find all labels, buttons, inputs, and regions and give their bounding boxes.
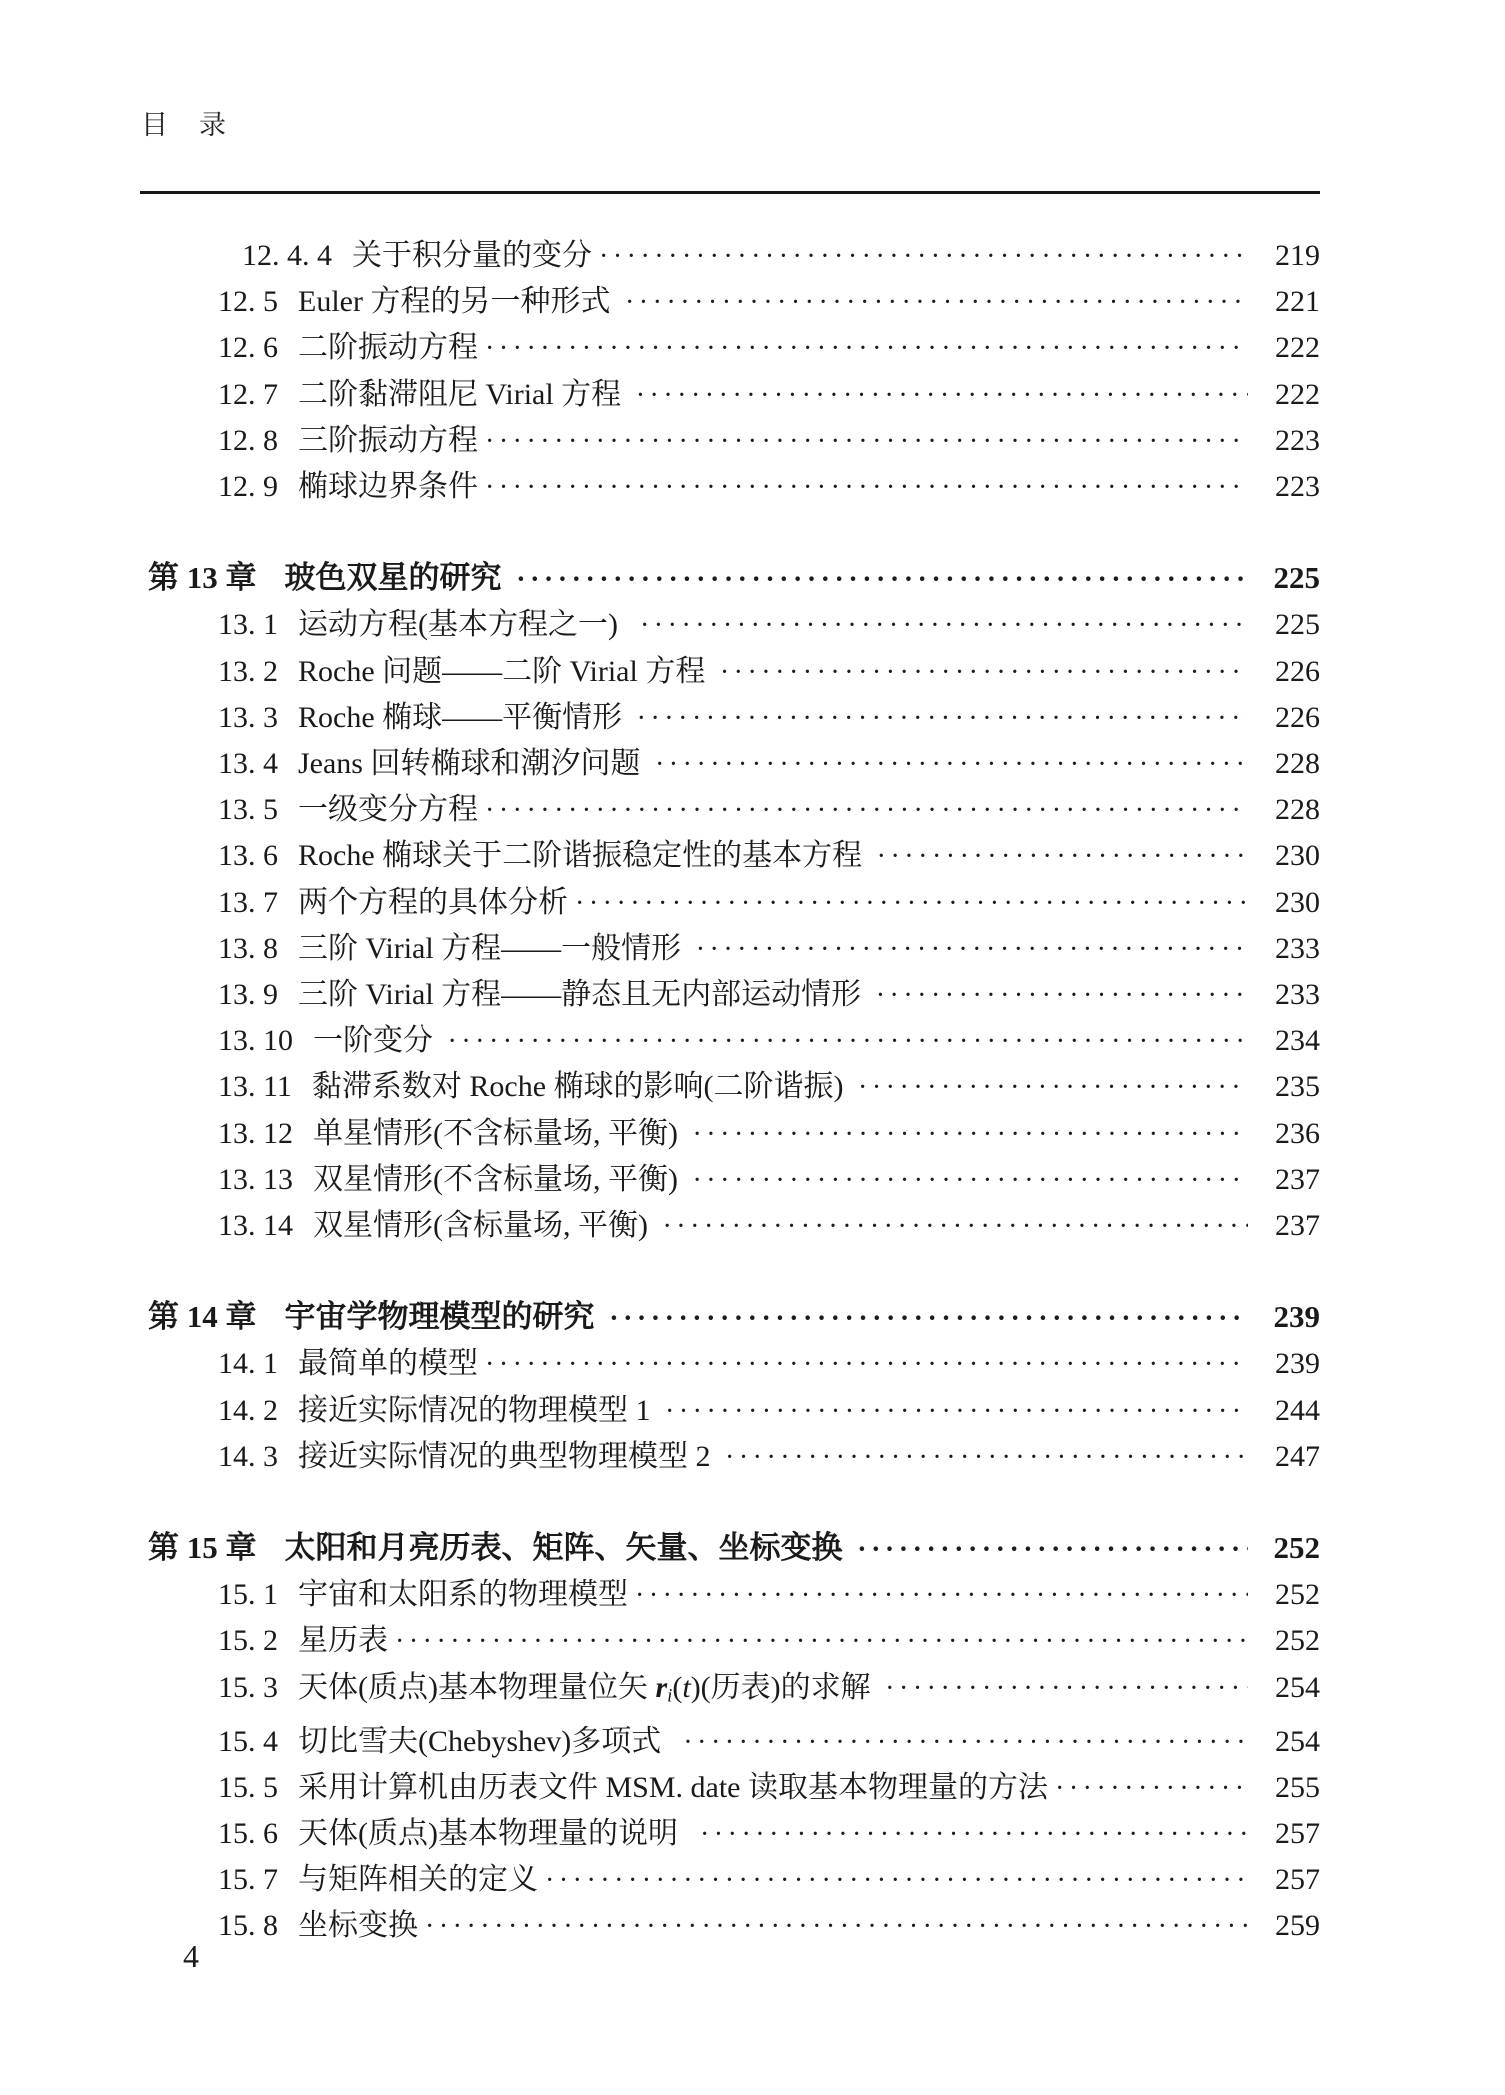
entry-number: 第 14 章 (148, 1299, 257, 1335)
entry-number: 12. 4. 4 (242, 239, 332, 272)
entry-page-number: 225 (1275, 608, 1320, 642)
entry-page-number: 226 (1275, 654, 1320, 688)
toc-row (140, 418, 1320, 464)
entry-title: 两个方程的具体分析 (298, 885, 568, 919)
entry-title: Jeans 回转椭球和潮汐问题 (298, 747, 648, 781)
entry-number: 15. 1 (218, 1578, 278, 1612)
entry-number: 13. 11 (218, 1070, 292, 1104)
running-head-title: 目 录 (141, 110, 228, 140)
entry-number: 12. 6 (218, 331, 278, 365)
toc-row (140, 602, 1320, 648)
toc-row (140, 926, 1320, 972)
entry-title: 椭球边界条件 (298, 470, 478, 504)
entry-number: 13. 12 (218, 1116, 293, 1150)
entry-title: 星历表 (298, 1624, 388, 1658)
toc-row (140, 464, 1320, 510)
toc-row (140, 372, 1320, 418)
toc-row (140, 1203, 1320, 1249)
entry-page-number: 254 (1275, 1670, 1320, 1704)
toc-row (140, 1018, 1320, 1064)
entry-page-number: 221 (1275, 285, 1320, 319)
dot-leader (575, 881, 1248, 926)
entry-number: 12. 7 (218, 377, 278, 411)
dot-leader (700, 1812, 1248, 1857)
dot-leader (485, 419, 1248, 464)
entry-number: 13. 8 (218, 931, 278, 965)
entry-page-number: 230 (1275, 839, 1320, 873)
entry-number: 14. 3 (218, 1439, 278, 1473)
dot-leader (485, 326, 1248, 371)
dot-leader (395, 1619, 1248, 1664)
entry-title: 三阶 Virial 方程——静态且无内部运动情形 (298, 978, 869, 1012)
entry-number: 13. 2 (218, 654, 278, 688)
dot-leader (516, 557, 1248, 602)
dot-leader (857, 1527, 1248, 1572)
toc-row (140, 1341, 1320, 1387)
entry-page-number: 228 (1275, 747, 1320, 781)
toc-list (140, 233, 1320, 1950)
toc-row (140, 1857, 1320, 1903)
entry-number: 第 15 章 (148, 1530, 257, 1566)
entry-number: 15. 3 (218, 1670, 278, 1704)
entry-title: Roche 问题——二阶 Virial 方程 (298, 654, 713, 688)
entry-title: 三阶振动方程 (298, 423, 478, 457)
dot-leader (545, 1858, 1248, 1903)
entry-page-number: 259 (1275, 1909, 1320, 1943)
entry-title: 三阶 Virial 方程——一般情形 (298, 931, 689, 965)
entry-title: 双星情形(含标量场, 平衡) (313, 1209, 656, 1243)
entry-title: 黏滞系数对 Roche 椭球的影响(二阶谐振) (311, 1070, 852, 1104)
entry-title: 切比雪夫(Chebyshev)多项式 (298, 1724, 677, 1758)
toc-row (140, 325, 1320, 371)
toc-row (140, 1765, 1320, 1811)
entry-page-number: 226 (1275, 700, 1320, 734)
entry-number: 13. 6 (218, 839, 278, 873)
entry-number: 13. 13 (218, 1162, 293, 1196)
toc-row (140, 972, 1320, 1018)
dot-leader (448, 1019, 1249, 1064)
dot-leader (625, 280, 1248, 325)
toc-row (140, 1111, 1320, 1157)
entry-number: 15. 4 (218, 1724, 278, 1758)
entry-page-number: 228 (1275, 793, 1320, 827)
dot-leader (636, 373, 1248, 418)
entry-title: 二阶振动方程 (298, 331, 478, 365)
entry-number: 13. 7 (218, 885, 278, 919)
entry-title: 二阶黏滞阻尼 Virial 方程 (298, 377, 629, 411)
dot-leader (485, 1342, 1248, 1387)
entry-page-number: 237 (1275, 1209, 1320, 1243)
dot-leader (1055, 1766, 1248, 1811)
entry-number: 15. 2 (218, 1624, 278, 1658)
entry-page-number: 219 (1275, 239, 1320, 272)
entry-title: 一级变分方程 (298, 793, 478, 827)
entry-number: 12. 5 (218, 285, 278, 319)
dot-leader (425, 1904, 1248, 1949)
toc-row (140, 1434, 1320, 1480)
entry-page-number: 235 (1275, 1070, 1320, 1104)
entry-page-number: 225 (1273, 560, 1320, 596)
entry-title: Roche 椭球——平衡情形 (298, 700, 630, 734)
entry-page-number: 257 (1275, 1816, 1320, 1850)
toc-row (140, 555, 1320, 602)
entry-page-number: 257 (1275, 1863, 1320, 1897)
entry-title: Euler 方程的另一种形式 (298, 285, 618, 319)
entry-title: 关于积分量的变分 (352, 239, 592, 272)
entry-number: 13. 3 (218, 700, 278, 734)
toc-row (140, 279, 1320, 325)
toc-row (140, 649, 1320, 695)
entry-title: 一阶变分 (313, 1024, 441, 1058)
entry-page-number: 252 (1273, 1530, 1320, 1566)
entry-page-number: 223 (1275, 423, 1320, 457)
entry-title: 玻色双星的研究 (284, 560, 510, 596)
entry-page-number: 222 (1275, 377, 1320, 411)
dot-leader (662, 1204, 1248, 1249)
entry-page-number: 233 (1275, 931, 1320, 965)
folio-page-number: 4 (183, 1938, 199, 1974)
entry-title: 天体(质点)基本物理量的说明 (298, 1816, 693, 1850)
toc-row (140, 1157, 1320, 1203)
entry-number: 12. 8 (218, 423, 278, 457)
entry-number: 15. 5 (218, 1770, 278, 1804)
entry-page-number: 247 (1275, 1439, 1320, 1473)
entry-page-number: 252 (1275, 1624, 1320, 1658)
entry-title: 坐标变换 (298, 1909, 418, 1943)
entry-page-number: 239 (1275, 1347, 1320, 1381)
toc-row (140, 833, 1320, 879)
dot-leader (635, 1573, 1248, 1618)
dot-leader (665, 1389, 1248, 1434)
entry-title: 接近实际情况的物理模型 1 (298, 1393, 658, 1427)
dot-leader (640, 603, 1248, 648)
dot-leader (720, 650, 1248, 695)
entry-number: 15. 8 (218, 1909, 278, 1943)
entry-page-number: 234 (1275, 1024, 1320, 1058)
dot-leader (885, 1666, 1248, 1711)
dot-leader (599, 234, 1248, 279)
toc-row (140, 1064, 1320, 1110)
entry-page-number: 254 (1275, 1724, 1320, 1758)
entry-title: 采用计算机由历表文件 MSM. date 读取基本物理量的方法 (298, 1770, 1048, 1804)
entry-title: 运动方程(基本方程之一) (298, 608, 633, 642)
dot-leader (485, 465, 1248, 510)
dot-leader (877, 834, 1248, 879)
toc-row (140, 1618, 1320, 1664)
header-rule (140, 191, 1320, 194)
entry-number: 14. 1 (218, 1347, 278, 1381)
dot-leader (858, 1065, 1248, 1110)
toc-row (140, 880, 1320, 926)
toc-row (140, 1811, 1320, 1857)
entry-page-number: 255 (1275, 1770, 1320, 1804)
toc-row (140, 695, 1320, 741)
toc-row (140, 787, 1320, 833)
entry-page-number: 239 (1273, 1299, 1320, 1335)
entry-title: 宇宙和太阳系的物理模型 (298, 1578, 628, 1612)
entry-title: 单星情形(不含标量场, 平衡) (313, 1116, 686, 1150)
dot-leader (609, 1296, 1248, 1341)
dot-leader (725, 1435, 1248, 1480)
dot-leader (876, 973, 1248, 1018)
entry-title: 双星情形(不含标量场, 平衡) (313, 1162, 686, 1196)
toc-row (140, 1388, 1320, 1434)
entry-number: 15. 7 (218, 1863, 278, 1897)
entry-page-number: 236 (1275, 1116, 1320, 1150)
dot-leader (485, 788, 1248, 833)
entry-number: 13. 5 (218, 793, 278, 827)
entry-number: 第 13 章 (148, 560, 257, 596)
toc-row (140, 1719, 1320, 1765)
entry-title: 与矩阵相关的定义 (298, 1863, 538, 1897)
entry-number: 13. 4 (218, 747, 278, 781)
entry-page-number: 252 (1275, 1578, 1320, 1612)
dot-leader (683, 1720, 1248, 1765)
entry-page-number: 223 (1275, 470, 1320, 504)
entry-number: 14. 2 (218, 1393, 278, 1427)
dot-leader (696, 927, 1248, 972)
entry-number: 13. 9 (218, 978, 278, 1012)
entry-title: 太阳和月亮历表、矩阵、矢量、坐标变换 (284, 1530, 851, 1566)
toc-row (140, 233, 1320, 279)
entry-number: 13. 14 (218, 1209, 293, 1243)
entry-page-number: 244 (1275, 1393, 1320, 1427)
entry-page-number: 230 (1275, 885, 1320, 919)
entry-page-number: 233 (1275, 978, 1320, 1012)
entry-number: 13. 10 (218, 1024, 293, 1058)
dot-leader (637, 696, 1248, 741)
entry-page-number: 222 (1275, 331, 1320, 365)
entry-title: 接近实际情况的典型物理模型 2 (298, 1439, 718, 1473)
toc-row (140, 741, 1320, 787)
entry-title: 宇宙学物理模型的研究 (284, 1299, 603, 1335)
entry-number: 13. 1 (218, 608, 278, 642)
dot-leader (655, 742, 1248, 787)
entry-title: Roche 椭球关于二阶谐振稳定性的基本方程 (298, 839, 870, 873)
toc-row (140, 1665, 1320, 1719)
toc-row (140, 1525, 1320, 1572)
toc-row (140, 1294, 1320, 1341)
entry-number: 15. 6 (218, 1816, 278, 1850)
dot-leader (692, 1112, 1248, 1157)
entry-title: 最简单的模型 (298, 1347, 478, 1381)
toc-row (140, 1572, 1320, 1618)
entry-title: 天体(质点)基本物理量位矢 ri(t)(历表)的求解 (298, 1670, 879, 1707)
entry-page-number: 237 (1275, 1162, 1320, 1196)
dot-leader (692, 1158, 1248, 1203)
toc-row (140, 1903, 1320, 1949)
entry-number: 12. 9 (218, 470, 278, 504)
